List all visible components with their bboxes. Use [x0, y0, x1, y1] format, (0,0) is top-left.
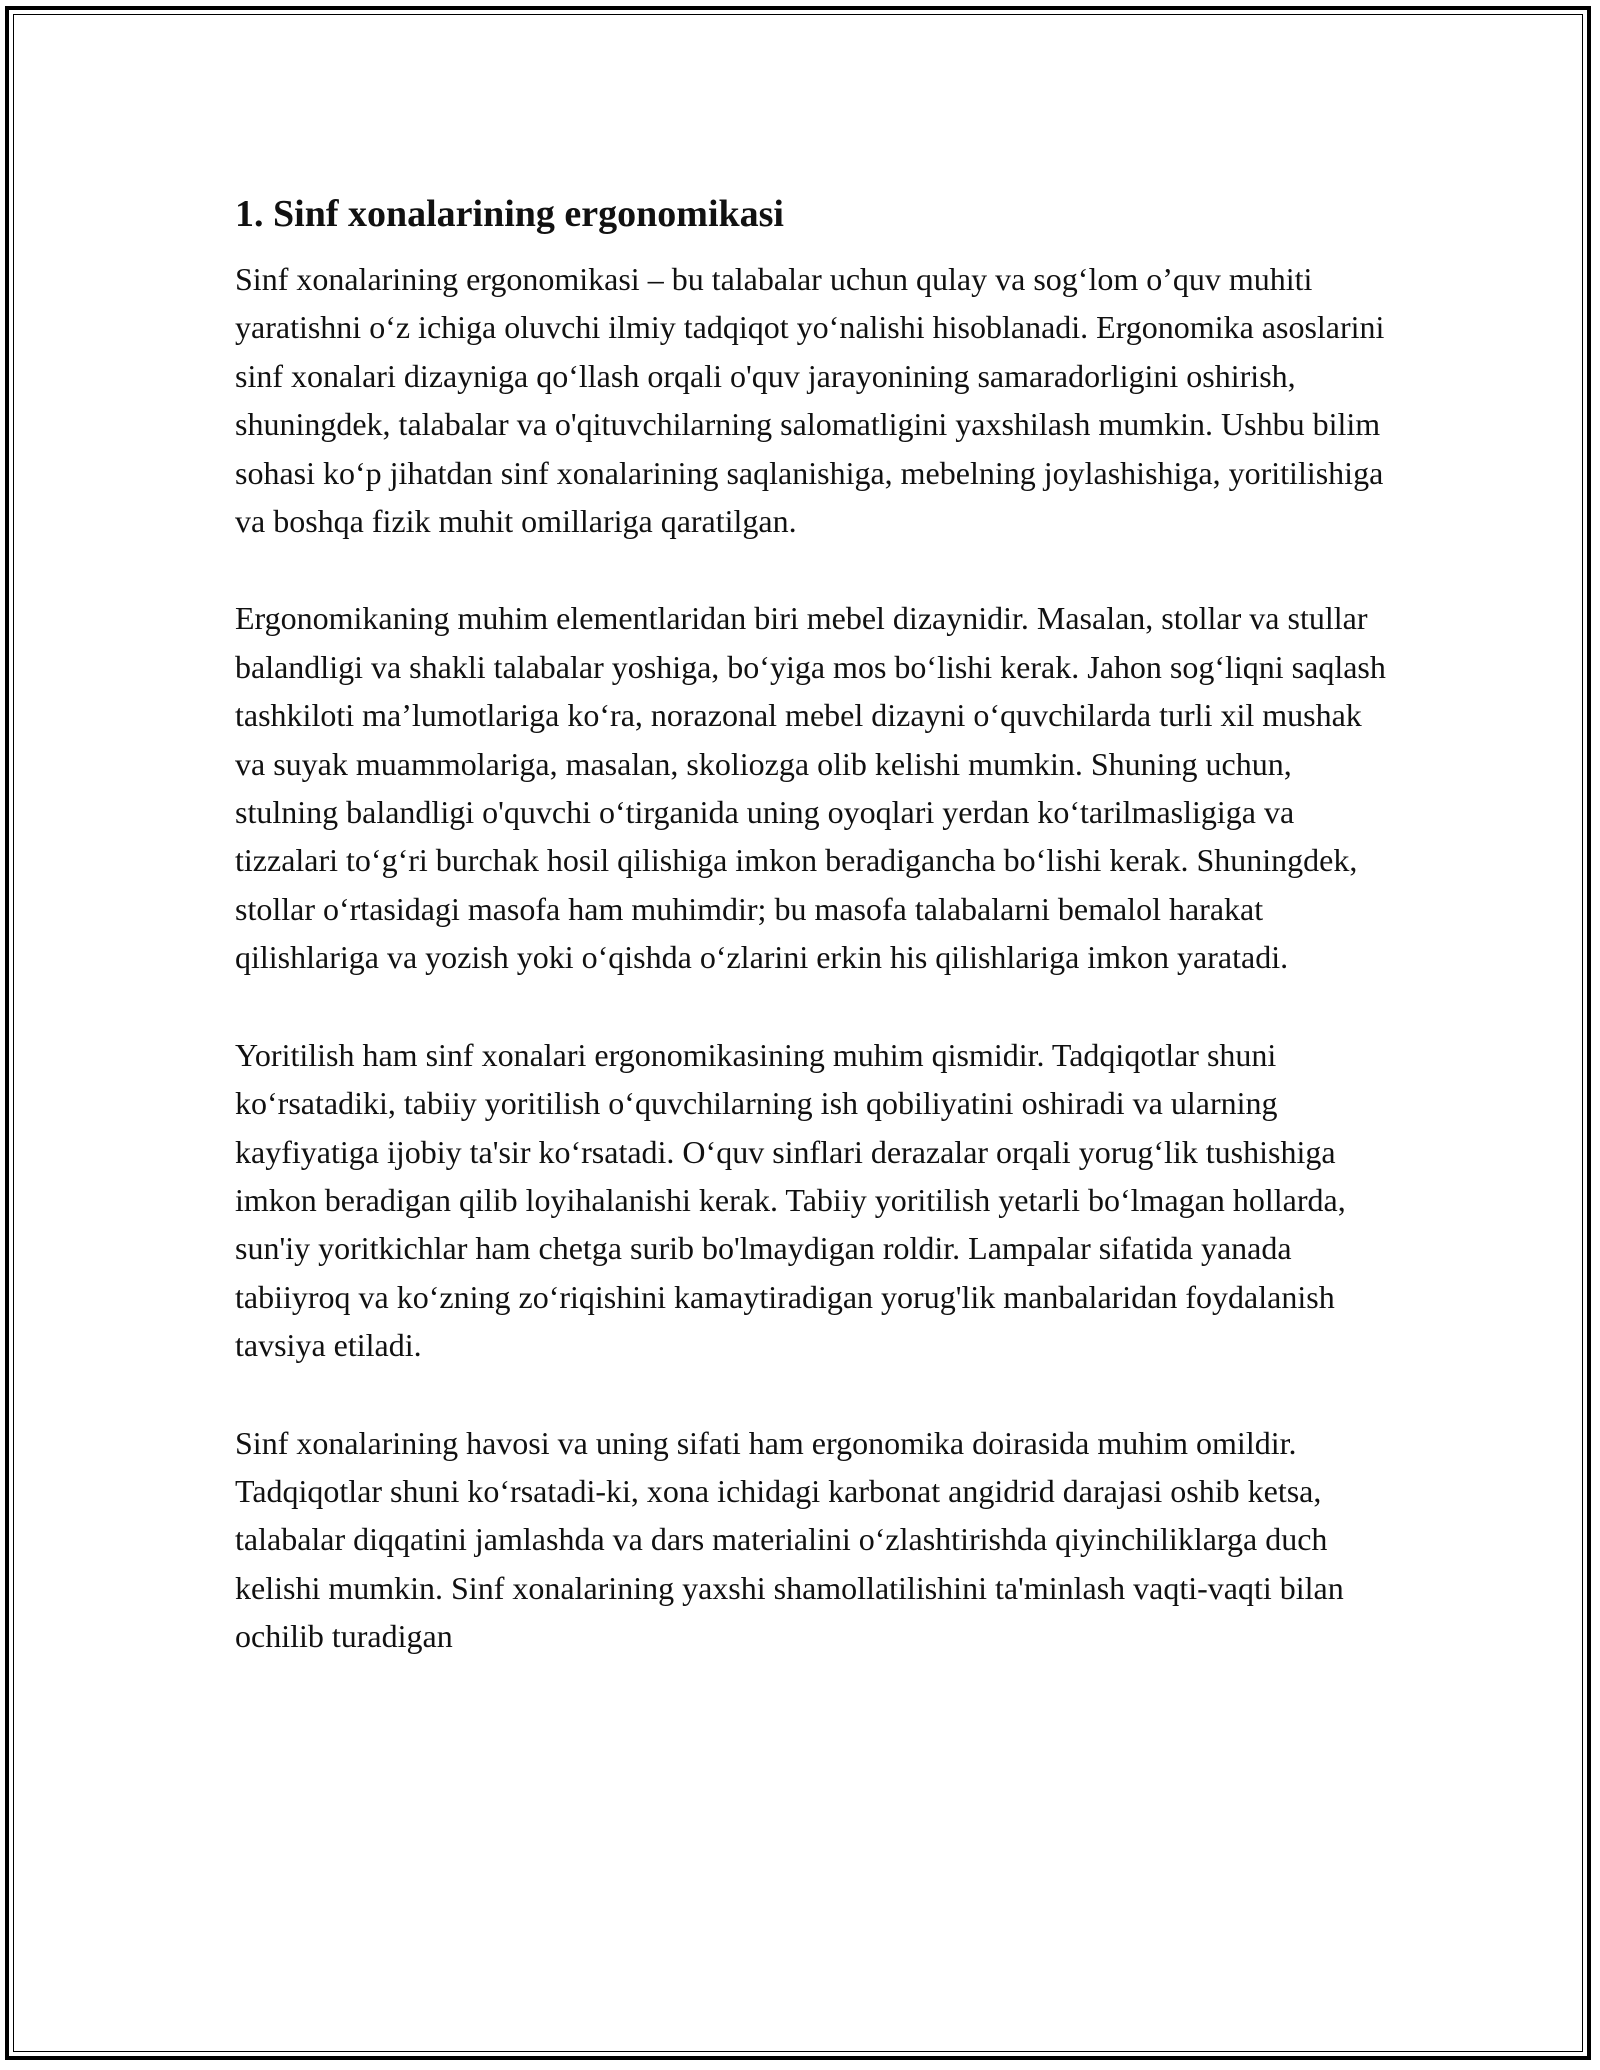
section-heading: 1. Sinf xonalarining ergonomikasi — [235, 193, 784, 235]
paragraph-lighting: Yoritilish ham sinf xonalari ergonomikasining muhim qismidir. Tadqiqotlar shuni ko‘rsatadiki, tabiiy yoritilish o‘quvchilarning ish qobiliyatini oshiradi va ularning kayfiyatiga ijobiy ta'sir ko‘rsatadi. O‘quv sinflari derazalar orqali yorug‘lik tushishiga imkon beradigan qilib loyihalanishi kerak. Tabiiy yoritilish yetarli bo‘lmagan hollarda, sun'iy yoritkichlar ham chetga surib bo'lmaydigan roldir. Lampalar sifatida yanada tabiiyroq va ko‘zning zo‘riqishini kamaytiradigan yorug'lik manbalaridan foydalanish tavsiya etiladi. — [235, 1036, 1346, 1364]
paragraph-air-quality: Sinf xonalarining havosi va uning sifati ham ergonomika doirasida muhim omildir. Tadqiqotlar shuni ko‘rsatadi-ki, xona ichidagi karbonat angidrid darajasi oshib ketsa, talabalar diqqatini jamlashda va dars materialini o‘zlashtirishda qiyinchiliklarga duch kelishi mumkin. Sinf xonalarining yaxshi shamollatilishini ta'minlash vaqti-vaqti bilan ochilib turadigan — [235, 1424, 1344, 1655]
paragraph-furniture: Ergonomikaning muhim elementlaridan biri mebel dizaynidir. Masalan, stollar va stullar balandligi va shakli talabalar yoshiga, bo‘yiga mos bo‘lishi kerak. Jahon sog‘liqni saqlash tashkiloti ma’lumotlariga ko‘ra, norazonal mebel dizayni o‘quvchilarda turli xil mushak va suyak muammolariga, masalan, skoliozga olib kelishi mumkin. Shuning uchun, stulning balandligi o'quvchi o‘tirganida uning oyoqlari yerdan ko‘tarilmasligiga va tizzalari to‘g‘ri burchak hosil qilishiga imkon beradigancha bo‘lishi kerak. Shuningdek, stollar o‘rtasidagi masofa ham muhimdir; bu masofa talabalarni bemalol harakat qilishlariga va yozish yoki o‘qishda o‘zlarini erkin his qilishlariga imkon yaratadi. — [235, 600, 1386, 976]
paragraph-intro: Sinf xonalarining ergonomikasi – bu talabalar uchun qulay va sog‘lom o’quv muhiti yaratishni o‘z ichiga oluvchi ilmiy tadqiqot yo‘nalishi hisoblanadi. Ergonomika asoslarini sinf xonalari dizayniga qo‘llash orqali o'quv jarayonining samaradorligini oshirish, shuningdek, talabalar va o'qituvchilarning salomatligini yaxshilash mumkin. Ushbu bilim sohasi ko‘p jihatdan sinf xonalarining saqlanishiga, mebelning joylashishiga, yoritilishiga va boshqa fizik muhit omillariga qaratilgan. — [235, 261, 1385, 540]
document-body — [235, 188, 1395, 1661]
